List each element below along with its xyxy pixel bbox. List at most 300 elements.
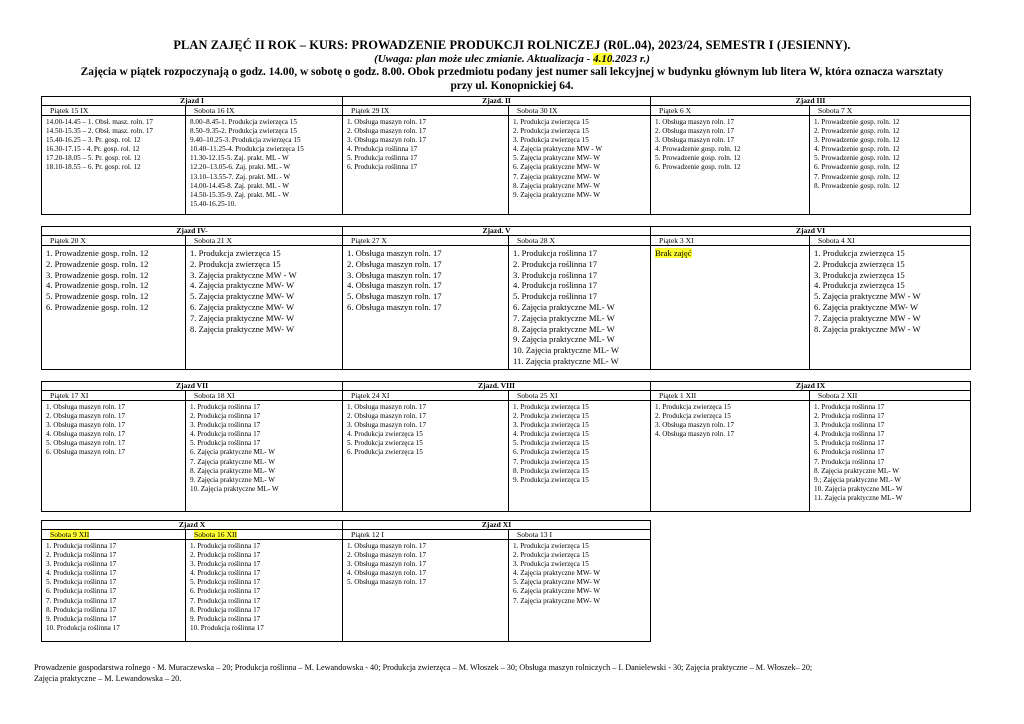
lesson-text: Brak zajęć bbox=[655, 248, 692, 258]
lesson-item bbox=[513, 560, 650, 569]
lesson-item bbox=[347, 448, 508, 457]
lesson-item bbox=[46, 597, 185, 606]
day-label: Sobota 28 X bbox=[517, 236, 555, 245]
lesson-item bbox=[655, 118, 809, 127]
lesson-item bbox=[814, 324, 970, 335]
lesson-item bbox=[190, 163, 342, 172]
lesson-text: 7. Produkcja roślinna 17 bbox=[190, 596, 261, 605]
zjazd-row-table bbox=[41, 96, 971, 215]
lesson-item bbox=[814, 173, 970, 182]
lesson-item bbox=[190, 578, 342, 587]
lesson-text: 6. Produkcja roślinna 17 bbox=[814, 448, 885, 457]
lesson-item bbox=[513, 403, 650, 412]
lesson-text: 4. Produkcja roślinna 17 bbox=[347, 145, 418, 154]
lesson-item bbox=[347, 291, 508, 302]
lesson-item bbox=[513, 324, 650, 335]
day-lessons bbox=[186, 540, 343, 642]
lesson-item bbox=[814, 270, 970, 281]
lesson-item bbox=[190, 439, 342, 448]
lesson-item bbox=[190, 606, 342, 615]
day-label: Piątek 24 XI bbox=[351, 391, 390, 400]
lesson-text: 3. Prowadzenie gosp. roln. 12 bbox=[814, 136, 900, 145]
zjazd-label: Zjazd III bbox=[651, 97, 971, 106]
lesson-text: 3. Produkcja roślinna 17 bbox=[814, 421, 885, 430]
lesson-item bbox=[46, 606, 185, 615]
day-lessons bbox=[343, 116, 509, 215]
day-label: Piątek 1 XII bbox=[659, 391, 697, 400]
lesson-item bbox=[46, 154, 185, 163]
lesson-item bbox=[347, 280, 508, 291]
lesson-text: 1. Produkcja roślinna 17 bbox=[513, 248, 598, 258]
lesson-text: 7. Zajęcia praktyczne MW - W bbox=[814, 312, 921, 323]
lesson-text: 1. Produkcja zwierzęca 15 bbox=[655, 403, 731, 411]
lesson-text: 1. Produkcja zwierzęca 15 bbox=[513, 542, 589, 550]
day-header bbox=[810, 236, 971, 246]
lesson-item bbox=[347, 248, 508, 259]
lesson-text: 4. Obsługa maszyn roln. 17 bbox=[46, 430, 126, 439]
lesson-item bbox=[814, 476, 970, 485]
lesson-item bbox=[190, 270, 342, 281]
lesson-text: 6. Zajęcia praktyczne ML- W bbox=[190, 448, 276, 457]
lesson-item bbox=[190, 560, 342, 569]
lesson-text: 4. Zajęcia praktyczne MW- W bbox=[190, 280, 295, 291]
lesson-item bbox=[513, 182, 650, 191]
lesson-text: 15.40-16.25-10. bbox=[190, 199, 237, 208]
lesson-text: 6. Zajęcia praktyczne MW- W bbox=[814, 301, 919, 312]
lesson-text: 1. Produkcja roślinna 17 bbox=[190, 403, 261, 411]
lesson-item bbox=[513, 145, 650, 154]
lesson-item bbox=[513, 421, 650, 430]
lesson-text: 2. Produkcja roślinna 17 bbox=[814, 412, 885, 421]
lesson-text: 4. Produkcja roślinna 17 bbox=[814, 430, 885, 439]
day-header bbox=[509, 530, 651, 540]
lesson-item bbox=[347, 551, 508, 560]
day-header bbox=[42, 530, 186, 540]
lesson-text: 5. Produkcja roślinna 17 bbox=[347, 154, 418, 163]
lesson-item bbox=[190, 324, 342, 335]
lesson-text: 6. Zajęcia praktyczne ML- W bbox=[513, 301, 615, 312]
lesson-item bbox=[347, 118, 508, 127]
lesson-text: 10.40–11.25-4. Produkcja zwierzęca 15 bbox=[190, 145, 304, 154]
lesson-item bbox=[347, 145, 508, 154]
lesson-text: 2. Produkcja zwierzęca 15 bbox=[190, 258, 281, 269]
lesson-text: 9.; Zajęcia praktyczne ML- W bbox=[814, 475, 902, 484]
lesson-item bbox=[190, 587, 342, 596]
lesson-item bbox=[190, 118, 342, 127]
lesson-item bbox=[814, 313, 970, 324]
day-label: Sobota 30 IX bbox=[517, 106, 558, 115]
lesson-text: 1. Produkcja roślinna 17 bbox=[46, 542, 117, 550]
lesson-text: 1. Produkcja zwierzęca 15 bbox=[814, 248, 905, 258]
lesson-item bbox=[347, 542, 508, 551]
lesson-text: 6. Produkcja zwierzęca 15 bbox=[347, 448, 423, 457]
lesson-item bbox=[513, 191, 650, 200]
lesson-item bbox=[190, 154, 342, 163]
lesson-text: 3. Obsługa maszyn roln. 17 bbox=[347, 136, 427, 145]
lesson-text: 10. Zajęcia praktyczne ML- W bbox=[814, 484, 903, 493]
lesson-item bbox=[190, 485, 342, 494]
zjazd-label: Zjazd XI bbox=[343, 521, 651, 530]
lesson-item bbox=[513, 476, 650, 485]
lesson-text: 1. Obsługa maszyn roln. 17 bbox=[655, 118, 735, 126]
lesson-item bbox=[513, 334, 650, 345]
lesson-item bbox=[513, 259, 650, 270]
lesson-item bbox=[513, 569, 650, 578]
lesson-text: 4. Produkcja zwierzęca 15 bbox=[814, 280, 905, 291]
lesson-item bbox=[814, 485, 970, 494]
day-lessons bbox=[651, 401, 810, 512]
lesson-item bbox=[46, 421, 185, 430]
note-suffix: .2023 r.) bbox=[612, 53, 650, 65]
day-header bbox=[509, 391, 651, 401]
lesson-text: 7. Zajęcia praktyczne ML- W bbox=[190, 457, 276, 466]
lesson-item bbox=[190, 173, 342, 182]
lesson-item bbox=[814, 412, 970, 421]
lesson-text: 11.30-12.15-5. Zaj. prakt. ML - W bbox=[190, 154, 289, 163]
lesson-item bbox=[46, 403, 185, 412]
lesson-item bbox=[347, 421, 508, 430]
day-lessons bbox=[42, 540, 186, 642]
lesson-item bbox=[190, 569, 342, 578]
lesson-item bbox=[46, 270, 185, 281]
lesson-item bbox=[46, 163, 185, 172]
lesson-item bbox=[513, 458, 650, 467]
day-header bbox=[42, 391, 186, 401]
lesson-text: 7. Produkcja roślinna 17 bbox=[814, 457, 885, 466]
lesson-text: 6. Prowadzenie gosp. roln. 12 bbox=[46, 301, 149, 312]
lesson-text: 13.10–13.55-7. Zaj. prakt. ML - W bbox=[190, 172, 291, 181]
lesson-text: 8. Zajęcia praktyczne MW- W bbox=[513, 181, 601, 190]
lesson-text: 6. Zajęcia praktyczne MW- W bbox=[513, 587, 601, 596]
lesson-text: 3. Produkcja zwierzęca 15 bbox=[814, 269, 905, 280]
lesson-text: 9.40–10.25-3. Produkcja zwierzęca 15 bbox=[190, 136, 301, 145]
lesson-text: 4. Zajęcia praktyczne MW - W bbox=[513, 145, 603, 154]
lesson-item bbox=[814, 118, 970, 127]
lesson-item bbox=[190, 597, 342, 606]
lesson-item bbox=[46, 551, 185, 560]
lesson-item bbox=[513, 173, 650, 182]
day-lessons bbox=[42, 401, 186, 512]
lesson-item bbox=[513, 280, 650, 291]
lesson-text: 3. Prowadzenie gosp. roln. 12 bbox=[46, 269, 149, 280]
lesson-text: 6. Produkcja roślinna 17 bbox=[46, 587, 117, 596]
lesson-text: 5. Produkcja roślinna 17 bbox=[46, 578, 117, 587]
lesson-text: 3. Produkcja roślinna 17 bbox=[190, 421, 261, 430]
lesson-item bbox=[513, 136, 650, 145]
lesson-item bbox=[190, 624, 342, 633]
day-label: Piątek 17 XI bbox=[50, 391, 89, 400]
lesson-text: 1. Prowadzenie gosp. roln. 12 bbox=[814, 118, 900, 126]
lesson-item bbox=[347, 270, 508, 281]
lesson-text: 4. Produkcja roślinna 17 bbox=[190, 569, 261, 578]
day-lessons bbox=[509, 401, 651, 512]
lesson-item bbox=[46, 587, 185, 596]
lesson-item bbox=[190, 430, 342, 439]
lesson-text: 7. Produkcja roślinna 17 bbox=[46, 596, 117, 605]
lesson-text: 3. Produkcja zwierzęca 15 bbox=[513, 136, 589, 145]
lesson-text: 17.20-18.05 – 5. Pr. gosp. rol. 12 bbox=[46, 154, 141, 163]
lesson-item bbox=[347, 127, 508, 136]
lesson-item bbox=[190, 182, 342, 191]
lesson-item bbox=[513, 163, 650, 172]
lesson-text: 8.00–8.45-1. Produkcja zwierzęca 15 bbox=[190, 118, 297, 126]
info-line-2: przy ul. Konopnickiej 64. bbox=[450, 80, 574, 92]
lesson-item bbox=[814, 127, 970, 136]
lesson-text: 2. Produkcja zwierzęca 15 bbox=[814, 258, 905, 269]
lesson-item bbox=[814, 163, 970, 172]
lesson-item bbox=[513, 302, 650, 313]
day-lessons bbox=[343, 246, 509, 370]
lesson-text: 7. Zajęcia praktyczne MW- W bbox=[513, 596, 601, 605]
day-label: Sobota 25 XI bbox=[517, 391, 558, 400]
lesson-item bbox=[347, 569, 508, 578]
lesson-text: 1. Produkcja roślinna 17 bbox=[190, 542, 261, 550]
day-lessons bbox=[651, 246, 810, 370]
lesson-item bbox=[347, 302, 508, 313]
lesson-item bbox=[347, 578, 508, 587]
lesson-text: 5. Zajęcia praktyczne MW - W bbox=[814, 291, 921, 302]
lesson-item bbox=[814, 302, 970, 313]
lesson-text: 8. Zajęcia praktyczne MW - W bbox=[814, 323, 921, 334]
day-lessons bbox=[186, 246, 343, 370]
lesson-item bbox=[513, 542, 650, 551]
lesson-text: 7. Zajęcia praktyczne MW- W bbox=[190, 312, 295, 323]
lesson-item bbox=[347, 439, 508, 448]
lesson-text: 9. Produkcja roślinna 17 bbox=[190, 614, 261, 623]
lesson-item bbox=[190, 615, 342, 624]
day-header bbox=[651, 391, 810, 401]
lesson-text: 4. Produkcja zwierzęca 15 bbox=[513, 430, 589, 439]
lesson-text: 4. Zajęcia praktyczne MW- W bbox=[513, 569, 601, 578]
day-label: Piątek 15 IX bbox=[50, 106, 89, 115]
lesson-text: 3. Obsługa maszyn roln. 17 bbox=[347, 421, 427, 430]
day-header bbox=[509, 106, 651, 116]
lesson-text: 8. Zajęcia praktyczne MW- W bbox=[190, 323, 295, 334]
lesson-text: 1. Produkcja roślinna 17 bbox=[814, 403, 885, 411]
day-label: Sobota 21 X bbox=[194, 236, 232, 245]
lesson-item bbox=[513, 467, 650, 476]
lesson-text: 3. Produkcja roślinna 17 bbox=[513, 269, 598, 280]
lesson-text: 3. Produkcja zwierzęca 15 bbox=[513, 421, 589, 430]
lesson-item bbox=[46, 448, 185, 457]
lesson-text: 5. Produkcja zwierzęca 15 bbox=[513, 439, 589, 448]
lesson-text: 1. Obsługa maszyn roln. 17 bbox=[46, 403, 126, 411]
day-header bbox=[186, 106, 343, 116]
day-label: Piątek 12 I bbox=[351, 530, 384, 539]
lesson-text: 14.00-14.45-8. Zaj. prakt. ML - W bbox=[190, 181, 290, 190]
zjazd-label: Zjazd X bbox=[42, 521, 343, 530]
day-header bbox=[186, 391, 343, 401]
lesson-item bbox=[513, 345, 650, 356]
lesson-item bbox=[513, 291, 650, 302]
lesson-text: 9. Produkcja zwierzęca 15 bbox=[513, 475, 589, 484]
lesson-item bbox=[513, 248, 650, 259]
lesson-text: 1. Obsługa maszyn roln. 17 bbox=[347, 542, 427, 550]
lesson-item bbox=[46, 118, 185, 127]
lesson-text: 8. Produkcja roślinna 17 bbox=[190, 605, 261, 614]
lesson-item bbox=[513, 356, 650, 367]
lesson-text: 8. Zajęcia praktyczne ML- W bbox=[513, 323, 615, 334]
lesson-item bbox=[190, 248, 342, 259]
lesson-text: 2. Produkcja zwierzęca 15 bbox=[513, 127, 589, 136]
lesson-item bbox=[655, 412, 809, 421]
lesson-item bbox=[513, 270, 650, 281]
lesson-text: 8. Produkcja roślinna 17 bbox=[46, 605, 117, 614]
lesson-item bbox=[46, 127, 185, 136]
lesson-text: 3. Obsługa maszyn roln. 17 bbox=[347, 269, 442, 280]
lesson-text: 2. Obsługa maszyn roln. 17 bbox=[46, 412, 126, 421]
lesson-item bbox=[814, 467, 970, 476]
lesson-text: 2. Produkcja zwierzęca 15 bbox=[655, 412, 731, 421]
day-header bbox=[343, 236, 509, 246]
lesson-item bbox=[46, 624, 185, 633]
lesson-item bbox=[655, 248, 809, 259]
lesson-item bbox=[46, 569, 185, 578]
teachers-footer bbox=[34, 663, 1004, 684]
lesson-text: 5. Obsługa maszyn roln. 17 bbox=[347, 578, 427, 587]
zjazd-label: Zjazd I bbox=[42, 97, 343, 106]
lesson-text: 3. Produkcja zwierzęca 15 bbox=[513, 560, 589, 569]
lesson-text: 4. Obsługa maszyn roln. 17 bbox=[655, 430, 735, 439]
lesson-text: 5. Zajęcia praktyczne MW- W bbox=[190, 291, 295, 302]
lesson-text: 2. Prowadzenie gosp. roln. 12 bbox=[814, 127, 900, 136]
day-lessons bbox=[42, 246, 186, 370]
lesson-text: 6. Prowadzenie gosp. roln. 12 bbox=[655, 163, 741, 172]
lesson-text: 15.40-16.25 – 3. Pr. gosp. rol. 12 bbox=[46, 136, 141, 145]
zjazd-row-table bbox=[41, 381, 971, 512]
lesson-text: 6. Obsługa maszyn roln. 17 bbox=[46, 448, 126, 457]
zjazd-row-table bbox=[41, 520, 651, 642]
lesson-text: 8. Zajęcia praktyczne ML- W bbox=[814, 466, 900, 475]
lesson-item bbox=[814, 145, 970, 154]
lesson-text: 5. Prowadzenie gosp. roln. 12 bbox=[655, 154, 741, 163]
lesson-text: 12.20–13.05-6. Zaj. prakt. ML - W bbox=[190, 163, 291, 172]
day-label: Sobota 2 XII bbox=[818, 391, 858, 400]
lesson-item bbox=[190, 458, 342, 467]
lesson-text: 1. Obsługa maszyn roln. 17 bbox=[347, 403, 427, 411]
note-date-highlight: 4.10 bbox=[593, 53, 613, 65]
lesson-text: 5. Produkcja roślinna 17 bbox=[814, 439, 885, 448]
lesson-text: 6. Zajęcia praktyczne MW- W bbox=[190, 301, 295, 312]
lesson-text: 4. Produkcja roślinna 17 bbox=[190, 430, 261, 439]
lesson-item bbox=[347, 154, 508, 163]
lesson-item bbox=[46, 615, 185, 624]
day-lessons bbox=[651, 116, 810, 215]
lesson-text: 2. Produkcja roślinna 17 bbox=[190, 412, 261, 421]
lesson-text: 3. Zajęcia praktyczne MW - W bbox=[190, 269, 297, 280]
lesson-item bbox=[190, 259, 342, 270]
lesson-text: 8. Prowadzenie gosp. roln. 12 bbox=[814, 181, 900, 190]
lesson-item bbox=[513, 127, 650, 136]
lesson-item bbox=[655, 127, 809, 136]
lesson-item bbox=[347, 136, 508, 145]
lesson-item bbox=[814, 421, 970, 430]
update-note bbox=[0, 53, 1024, 65]
lesson-item bbox=[46, 259, 185, 270]
lesson-item bbox=[513, 430, 650, 439]
lesson-text: 11. Zajęcia praktyczne ML- W bbox=[814, 493, 903, 502]
lesson-text: 4. Produkcja roślinna 17 bbox=[513, 280, 598, 291]
lesson-text: 14.00-14.45 – 1. Obsł. masz. roln. 17 bbox=[46, 118, 154, 126]
day-label: Sobota 18 XI bbox=[194, 391, 235, 400]
lesson-text: 1. Obsługa maszyn roln. 17 bbox=[347, 118, 427, 126]
day-header bbox=[186, 530, 343, 540]
lesson-item bbox=[347, 430, 508, 439]
lesson-item bbox=[190, 467, 342, 476]
lesson-text: 4. Obsługa maszyn roln. 17 bbox=[347, 280, 442, 291]
lesson-item bbox=[347, 560, 508, 569]
zjazd-label: Zjazd. II bbox=[343, 97, 651, 106]
zjazd-label: Zjazd VII bbox=[42, 382, 343, 391]
lesson-item bbox=[190, 421, 342, 430]
day-header bbox=[810, 106, 971, 116]
day-lessons bbox=[42, 116, 186, 215]
zjazd-label: Zjazd. VIII bbox=[343, 382, 651, 391]
day-lessons bbox=[186, 116, 343, 215]
lesson-text: 11. Zajęcia praktyczne ML- W bbox=[513, 355, 619, 366]
lesson-text: 14.50-15.35 – 2. Obsł. masz. roln. 17 bbox=[46, 127, 154, 136]
lesson-item bbox=[190, 136, 342, 145]
lesson-item bbox=[814, 291, 970, 302]
lesson-item bbox=[814, 494, 970, 503]
day-label: Piątek 3 XI bbox=[659, 236, 694, 245]
day-label: Piątek 29 IX bbox=[351, 106, 390, 115]
lesson-text: 16.30-17.15 - 4. Pr. gosp. rol. 12 bbox=[46, 145, 140, 154]
lesson-item bbox=[46, 291, 185, 302]
lesson-text: 3. Produkcja roślinna 17 bbox=[190, 560, 261, 569]
lesson-item bbox=[190, 302, 342, 313]
lesson-item bbox=[46, 145, 185, 154]
lesson-item bbox=[814, 136, 970, 145]
lesson-item bbox=[46, 542, 185, 551]
lesson-item bbox=[513, 118, 650, 127]
lesson-item bbox=[513, 154, 650, 163]
lesson-item bbox=[190, 551, 342, 560]
lesson-text: 4. Prowadzenie gosp. roln. 12 bbox=[814, 145, 900, 154]
lesson-item bbox=[46, 136, 185, 145]
day-lessons bbox=[509, 116, 651, 215]
lesson-item bbox=[190, 291, 342, 302]
lesson-text: 5. Produkcja roślinna 17 bbox=[190, 578, 261, 587]
day-label: Sobota 9 XII bbox=[50, 530, 90, 539]
info-line-1: Zajęcia w piątek rozpoczynają o godz. 14.00, w sobotę o godz. 8.00. Obok przedmiotu podany jest numer sali lekcyjnej w budynku głównym lub litera W, która oznacza warsztaty bbox=[80, 66, 944, 78]
lesson-text: 5. Produkcja roślinna 17 bbox=[513, 291, 598, 302]
lesson-item bbox=[190, 280, 342, 291]
lesson-text: 3. Obsługa maszyn roln. 17 bbox=[46, 421, 126, 430]
lesson-text: 1. Obsługa maszyn roln. 17 bbox=[347, 248, 442, 258]
lesson-item bbox=[814, 280, 970, 291]
lesson-text: 6. Zajęcia praktyczne MW- W bbox=[513, 163, 601, 172]
lesson-item bbox=[513, 578, 650, 587]
lesson-item bbox=[814, 430, 970, 439]
lesson-text: 5. Obsługa maszyn roln. 17 bbox=[46, 439, 126, 448]
lesson-text: 5. Prowadzenie gosp. roln. 12 bbox=[814, 154, 900, 163]
lesson-text: 3. Obsługa maszyn roln. 17 bbox=[655, 136, 735, 145]
lesson-text: 2. Produkcja zwierzęca 15 bbox=[513, 412, 589, 421]
lesson-item bbox=[655, 163, 809, 172]
lesson-item bbox=[190, 127, 342, 136]
lesson-text: 2. Obsługa maszyn roln. 17 bbox=[655, 127, 735, 136]
lesson-item bbox=[46, 578, 185, 587]
lesson-item bbox=[814, 403, 970, 412]
document-title: PLAN ZAJĘĆ II ROK – KURS: PROWADZENIE PRODUKCJI ROLNICZEJ (R0L.04), 2023/24, SEMESTR I (JESIENNY). bbox=[173, 38, 851, 52]
lesson-text: 2. Produkcja roślinna 17 bbox=[46, 551, 117, 560]
day-header bbox=[42, 236, 186, 246]
lesson-text: 10. Produkcja roślinna 17 bbox=[190, 623, 264, 632]
lesson-item bbox=[46, 560, 185, 569]
lesson-item bbox=[513, 587, 650, 596]
lesson-text: 6. Produkcja roślinna 17 bbox=[347, 163, 418, 172]
